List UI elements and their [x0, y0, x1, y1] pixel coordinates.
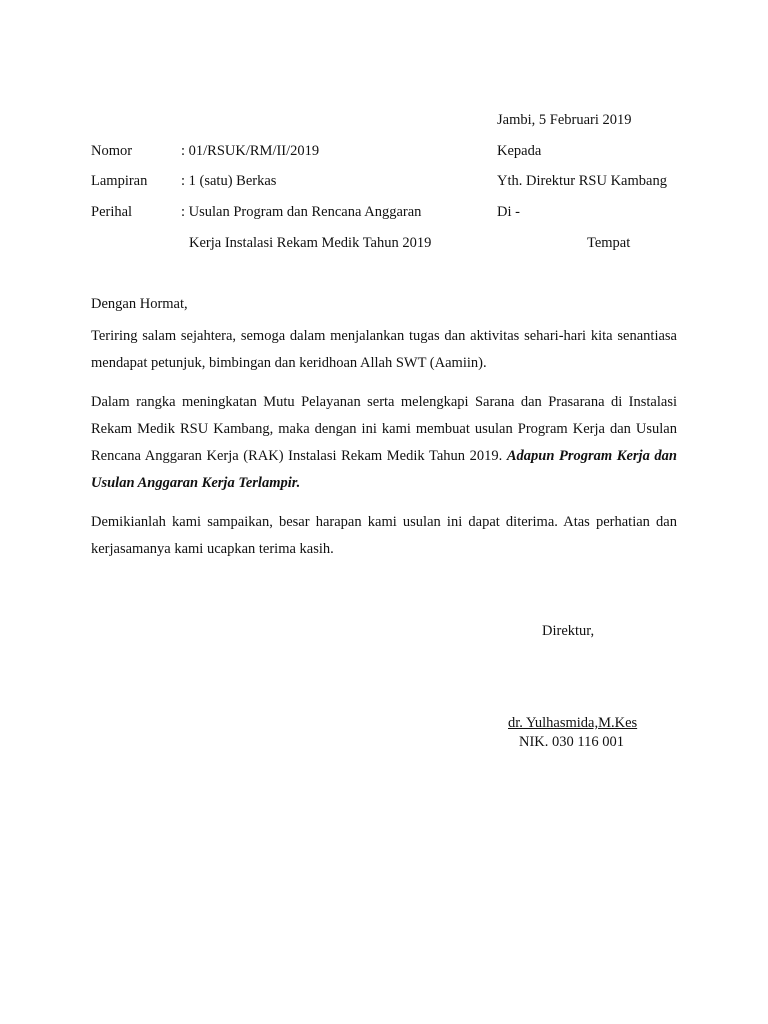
label-perihal: Perihal [91, 204, 133, 220]
label-nomor: Nomor [91, 143, 133, 159]
value-perihal: : Usulan Program dan Rencana Anggaran [181, 204, 422, 220]
recipient-kepada: Kepada [497, 143, 542, 159]
paragraph-opening: Teriring salam sejahtera, semoga dalam menjalankan tugas dan aktivitas sehari-hari kita senantiasa mendapat petunjuk, bimbingan dan keridhoan Allah SWT (Aamiin). [91, 328, 677, 371]
paragraph-main-emphasis: Adapun Program Kerja dan Usulan Anggaran Kerja Terlampir. [91, 448, 677, 491]
paragraph-main [91, 389, 677, 497]
paragraph-main-text: Dalam rangka meningkatan Mutu Pelayanan serta melengkapi Sarana dan Prasarana di Instalasi Rekam Medik RSU Kambang, maka dengan ini kami membuat usulan Program Kerja dan Usulan Rencana Anggaran Kerja (RAK) Instalasi Rekam Medik Tahun 2019. [91, 394, 677, 464]
recipient-tempat: Tempat [587, 235, 631, 251]
signature-title: Direktur, [542, 623, 595, 639]
recipient-name: Yth. Direktur RSU Kambang [497, 173, 667, 189]
signature-name: dr. Yulhasmida,M.Kes [508, 715, 638, 731]
recipient-di: Di - [497, 204, 520, 220]
value-nomor: : 01/RSUK/RM/II/2019 [181, 143, 320, 159]
letter-date: Jambi, 5 Februari 2019 [497, 112, 632, 128]
value-perihal-continued: Kerja Instalasi Rekam Medik Tahun 2019 [189, 235, 432, 251]
paragraph-closing: Demikianlah kami sampaikan, besar harapan kami usulan ini dapat diterima. Atas perhatian dan kerjasamanya kami ucapkan terima kasih. [91, 514, 677, 557]
label-lampiran: Lampiran [91, 173, 148, 189]
signature-nik: NIK. 030 116 001 [519, 734, 624, 750]
value-lampiran: : 1 (satu) Berkas [181, 173, 277, 189]
greeting: Dengan Hormat, [91, 296, 188, 312]
